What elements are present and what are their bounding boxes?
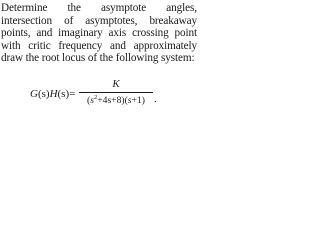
den-linear-rest: +1 (131, 95, 142, 106)
equation-lhs (30, 88, 75, 100)
den-paren-open-1: ( (87, 95, 91, 106)
problem-statement (1, 2, 197, 65)
den-s-var-2: s (127, 95, 132, 106)
problem-line-3: points, and imaginary axis crossing point (1, 27, 197, 40)
equation-period: . (154, 93, 157, 105)
fraction (79, 78, 153, 116)
denominator (79, 94, 153, 106)
problem-line-2: intersection of asymptotes, breakaway (1, 14, 197, 27)
den-exponent: 2 (93, 94, 98, 101)
numerator: K (112, 78, 120, 90)
den-paren-open-2: ( (124, 95, 128, 106)
fraction-bar (79, 92, 153, 93)
lhs-g-symbol: G (30, 88, 38, 100)
problem-line-1: Determine the asymptote angles, (1, 2, 197, 14)
transfer-function-equation (30, 78, 200, 118)
problem-line-4: with critic frequency and approximately (1, 39, 197, 52)
lhs-g-arg: (s) (37, 88, 50, 100)
den-quadratic-rest: +4s+8 (97, 95, 122, 106)
den-paren-close-1: ) (121, 95, 125, 106)
equals-sign: = (69, 88, 76, 100)
lhs-h-arg: (s) (57, 88, 70, 100)
lhs-h-symbol: H (49, 88, 58, 100)
problem-line-5: draw the root locus of the following system: (1, 52, 195, 65)
den-s-var: s (90, 95, 94, 106)
den-paren-close-2: ) (141, 95, 145, 106)
